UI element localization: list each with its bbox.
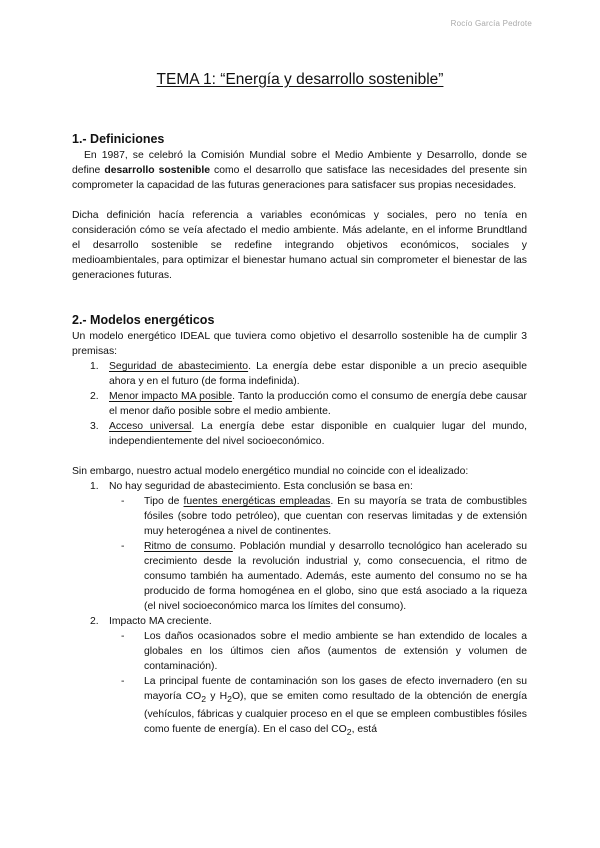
author-header: Rocío García Pedrote	[450, 19, 532, 28]
list-item: 1. Seguridad de abastecimiento. La energía debe estar disponible a un precio asequible ahora y en el futuro (de forma indefinida).	[90, 361, 527, 387]
section-heading-definiciones: 1.- Definiciones	[72, 132, 165, 146]
sub-list-item: - Tipo de fuentes energéticas empleadas. En su mayoría se trata de combustibles fósiles (sobre todo petróleo), que cuentan con reservas limitadas y de extensión muy heterogénea a nivel de continentes.	[121, 496, 527, 537]
term-desarrollo-sostenible: desarrollo sostenible	[104, 165, 211, 176]
list-item: 1. No hay seguridad de abastecimiento. Esta conclusión se basa en:	[90, 481, 413, 492]
sub-list-item: - Los daños ocasionados sobre el medio ambiente se han extendido de locales a globales en los últimos cien años (aumentos de extensión y volumen de contaminación).	[121, 631, 527, 672]
premises-list	[72, 359, 527, 449]
paragraph-definition: En 1987, se celebró la Comisión Mundial sobre el Medio Ambiente y Desarrollo, donde se define desarrollo sostenible como el desarrollo que satisface las necesidades del presente sin comprometer la capacidad de las futuras generaciones para satisfacer sus propias necesidades.	[72, 150, 528, 191]
document-body	[72, 131, 527, 740]
paragraph-contrast: Sin embargo, nuestro actual modelo energético mundial no coincide con el idealizado:	[72, 466, 469, 477]
paragraph-brundtland: Dicha definición hacía referencia a variables económicas y sociales, pero no tenía en consideración cómo se veía afectado el medio ambiente. Más adelante, en el informe Brundtland el desarrollo sostenible se redefine integrando objetivos económicos, sociales y medioambientales, para optimizar el bienestar humano actual sin comprometer el bienestar de las generaciones futuras.	[72, 210, 527, 281]
sub-list-item: - Ritmo de consumo. Población mundial y desarrollo tecnológico han acelerado su crecimiento desde la revolución industrial y, como consecuencia, el ritmo de consumo también ha aumentado. Además, este aumento del consumo no se ha producido de forma homogénea en el globo, sino que está asociado a la riqueza (el nivel socioeconómico marca los límites del consumo).	[121, 541, 527, 612]
paragraph-premises-intro: Un modelo energético IDEAL que tuviera como objetivo el desarrollo sostenible ha de cumplir 3 premisas:	[72, 331, 527, 357]
section-heading-modelos: 2.- Modelos energéticos	[72, 313, 215, 327]
page-title: TEMA 1: “Energía y desarrollo sostenible”	[156, 71, 444, 88]
list-item: 3. Acceso universal. La energía debe estar disponible en cualquier lugar del mundo, independientemente del nivel socioeconómico.	[90, 421, 528, 447]
list-item: 2. Impacto MA creciente.	[90, 616, 212, 627]
list-item: 2. Menor impacto MA posible. Tanto la producción como el consumo de energía debe causar el menor daño posible sobre el medio ambiente.	[90, 391, 527, 417]
sub-list-item: - La principal fuente de contaminación son los gases de efecto invernadero (en su mayoría $CO_2$ y $H_2O$), que se emiten como resultado de la obtención de energía (vehículos, fábricas y cualquier proceso en el que se empleen combustibles fósiles como fuente de energía). En el caso del $CO_2$, está	[121, 676, 527, 738]
